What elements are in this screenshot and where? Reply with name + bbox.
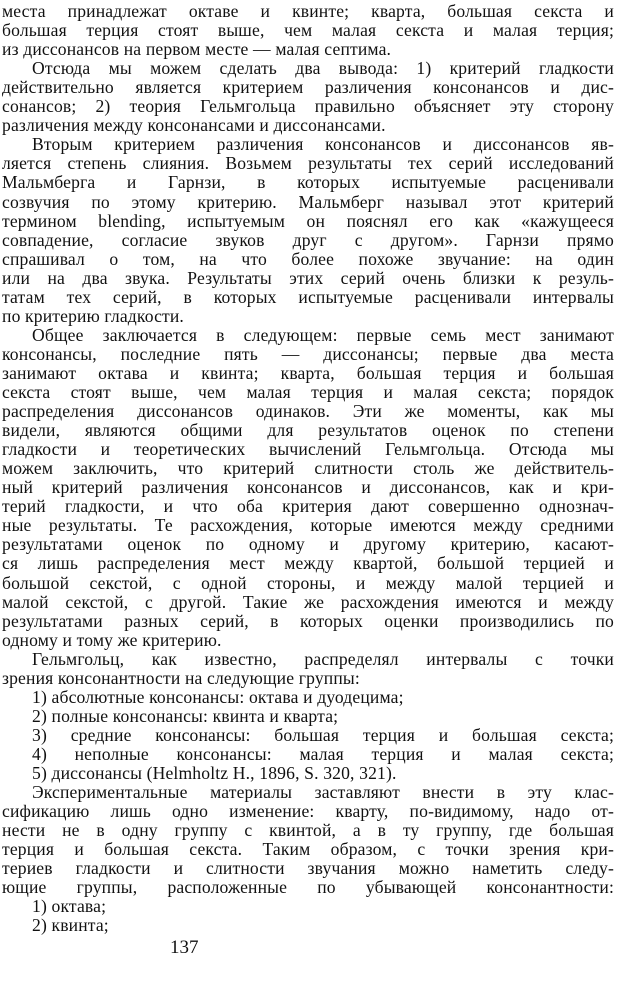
text-line: результатами оценок по одному и другому критерию, касают- [2,534,614,555]
text-line: видели, являются общими для результатов оценок по степени [2,420,614,441]
text-line: консонансы, последние пять — диссонансы; первые два места [2,343,614,364]
text-line: ющие группы, расположенные по убывающей консонантности: [2,877,614,898]
text-line: созвучия по этому критерию. Мальмберг называл этот критерий [2,191,614,212]
text-line: одному и тому же критерию. [2,629,222,650]
list-item: 5) диссонансы (Helmholtz H., 1896, S. 320, 321). [32,763,397,783]
page-number: 137 [170,937,199,959]
list-item: 1) октава; [32,896,107,917]
text-line: Гельмгольц, как известно, распределял интервалы с точки [32,648,614,669]
text-line: ся лишь распределения мест между квартой, большой терцией и [2,553,614,574]
list-item: 2) полные консонансы: квинта и кварта; [32,705,339,726]
text-line: ный критерий различения консонансов и диссонансов, как и кри- [2,477,614,498]
list-item: 2) квинта; [32,915,109,936]
text-line: по критерию гладкости. [2,305,184,326]
text-line: зрения консонантности на следующие группы: [2,667,360,688]
text-line: результатами разных серий, в которых оценки производились по [2,610,614,631]
text-line: большая терция стоят выше, чем малая секста и малая терция; [2,20,614,41]
text-line: ляется степень слияния. Возьмем результаты тех серий исследований [2,153,614,174]
text-line: Вторым критерием различения консонансов и диссонансов яв- [32,134,614,155]
text-line: различения между консонансами и диссонансами. [2,115,386,136]
text-line: Экспериментальные материалы заставляют внести в эту клас- [32,782,614,803]
text-line: Мальмберга и Гарнзи, в которых испытуемые расценивали [2,172,614,193]
text-line: термином blending, испытуемым он пояснял его как «кажущееся [2,210,614,231]
text-line: татам тех серий, в которых испытуемые расценивали интервалы [2,286,614,307]
text-line: ные результаты. Те расхождения, которые имеются между средними [2,515,614,536]
text-line: нести не в одну группу с квинтой, а в ту группу, где большая [2,820,614,841]
text-line: можем заключить, что критерий слитности столь же действитель- [2,458,614,479]
text-line: места принадлежат октаве и квинте; кварта, большая секста и [2,1,614,21]
text-line: совпадение, согласие звуков друг с другом». Гарнзи прямо [2,229,614,250]
text-line: сонансов; 2) теория Гельмгольца правильно объясняет эту сторону [2,96,614,117]
list-item: 3) средние консонансы: большая терция и большая секста; [32,724,614,745]
text-line: занимают октава и квинта; кварта, большая терция и большая [2,362,614,383]
list-item: 1) абсолютные консонансы: октава и дуодецима; [32,686,404,707]
text-line: большой секстой, с одной стороны, и между малой терцией и [2,572,614,593]
text-line: сификацию лишь одно изменение: кварту, по-видимому, надо от- [2,801,614,822]
text-line: терий гладкости, и что оба критерия дают совершенно однознач- [2,496,614,517]
text-line: Общее заключается в следующем: первые семь мест занимают [32,324,614,345]
list-item: 4) неполные консонансы: малая терция и малая секста; [32,743,614,764]
text-line: действительно является критерием различения консонансов и дис- [2,77,614,98]
text-line: спрашивал о том, на что более похоже звучание: на один [2,248,614,269]
text-line: гладкости и теоретических вычислений Гельмгольца. Отсюда мы [2,439,614,460]
text-line: или на два звука. Результаты этих серий очень близки к резуль- [2,267,614,288]
text-line: терция и большая секста. Таким образом, с точки зрения кри- [2,839,614,860]
text-line: малой секстой, с другой. Такие же расхождения имеются и между [2,591,614,612]
text-line: Отсюда мы можем сделать два вывода: 1) критерий гладкости [32,58,614,79]
text-line: секста стоят выше, чем малая терция и малая секста; порядок [2,382,614,402]
text-line: из диссонансов на первом месте — малая септима. [2,39,392,60]
text-line: териев гладкости и слитности звучания можно наметить следу- [2,858,614,879]
text-line: распределения диссонансов одинаков. Эти же моменты, как мы [2,401,614,422]
